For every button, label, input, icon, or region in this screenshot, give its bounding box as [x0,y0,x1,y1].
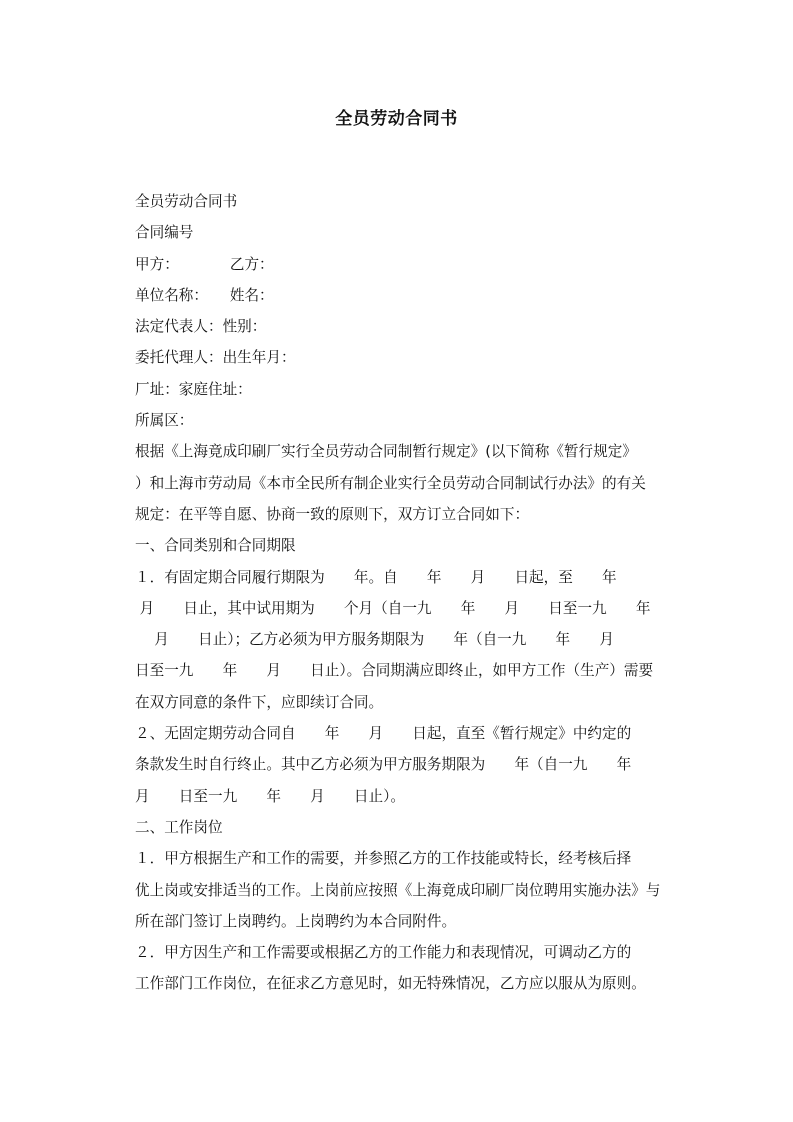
paragraph-line: ）和上海市劳动局《本市全民所有制企业实行全员劳动合同制试行办法》的有关 [135,474,646,492]
paragraph-line: 一、合同类别和合同期限 [135,537,296,555]
paragraph-line: 日至一九 年 月 日止）。合同期满应即终止，如甲方工作（生产）需要 [135,662,654,680]
paragraph-line: 根据《上海竟成印刷厂实行全员劳动合同制暂行规定》(以下简称《暂行规定》 [135,443,637,461]
paragraph-line: 全员劳动合同书 [135,193,238,210]
paragraph-line: ２．甲方因生产和工作需要或根据乙方的工作能力和表现情况，可调动乙方的 [135,944,632,962]
paragraph-line: 所属区： [135,412,194,430]
paragraph-line: 月 日止，其中试用期为 个月（自一九 年 月 日至一九 年 [135,599,651,617]
paragraph-line: 优上岗或安排适当的工作。上岗前应按照《上海竟成印刷厂岗位聘用实施办法》与 [135,881,661,899]
document-title: 全员劳动合同书 [335,109,458,129]
paragraph-line: 月 日止）；乙方必须为甲方服务期限为 年（自一九 年 月 [135,631,614,649]
paragraph-line: 厂址：家庭住址： [135,380,252,398]
paragraph-line: 在双方同意的条件下，应即续订合同。 [135,693,384,711]
paragraph-line: 所在部门签订上岗聘约。上岗聘约为本合同附件。 [135,912,457,930]
paragraph-line: １．有固定期合同履行期限为 年。自 年 月 日起，至 年 [135,568,617,586]
paragraph-line: 法定代表人：性别： [135,318,267,336]
paragraph-line: 单位名称： 姓名： [135,286,274,304]
paragraph-line: 合同编号 [135,224,194,242]
paragraph-line: 条款发生时自行终止。其中乙方必须为甲方服务期限为 年（自一九 年 [135,756,632,774]
paragraph-line: 二、工作岗位 [135,818,223,836]
paragraph-line: 工作部门工作岗位，在征求乙方意见时，如无特殊情况，乙方应以服从为原则。 [135,975,646,993]
paragraph-line: ２、无固定期劳动合同自 年 月 日起，直至《暂行规定》中约定的 [135,725,632,743]
paragraph-line: 甲方： 乙方： [135,255,274,273]
document-body [135,186,661,1000]
paragraph-line: 规定：在平等自愿、协商一致的原则下，双方订立合同如下： [135,505,530,523]
paragraph-line: 委托代理人：出生年月： [135,349,296,367]
paragraph-line: 月 日至一九 年 月 日止）。 [135,787,405,805]
paragraph-line: １．甲方根据生产和工作的需要，并参照乙方的工作技能或特长，经考核后择 [135,850,632,868]
